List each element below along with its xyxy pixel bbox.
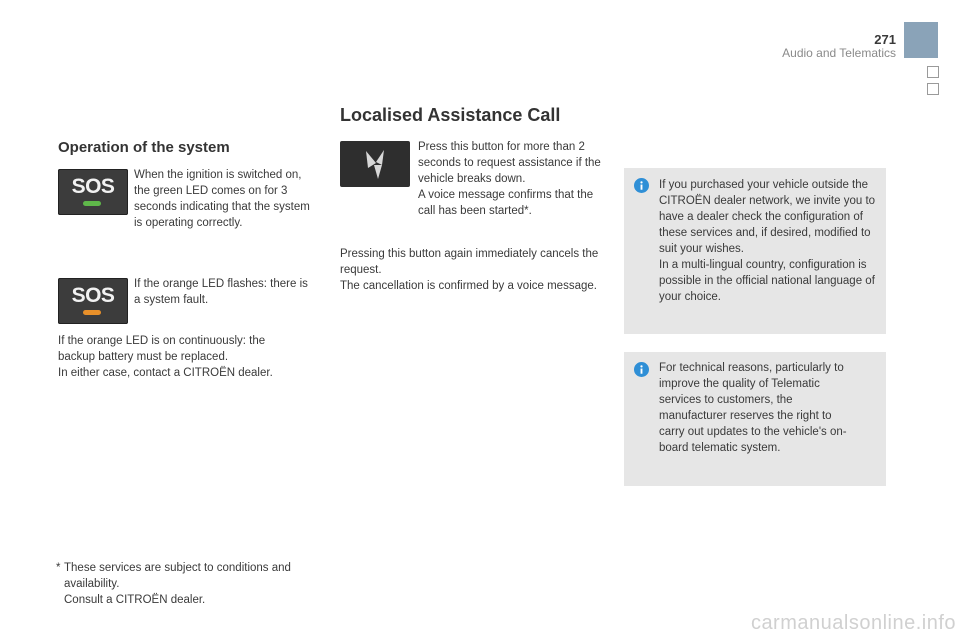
footnote — [56, 560, 318, 608]
press-text: Press this button for more than 2 seconds to request assistance if the vehicle breaks down. — [418, 141, 601, 185]
voice-confirm-text: A voice message confirms that the call has been started*. — [418, 189, 594, 217]
continuous-led-text: If the orange LED is on continuously: the backup battery must be replaced. — [58, 335, 266, 363]
cancel-confirm-text: The cancellation is confirmed by a voice message. — [340, 280, 597, 292]
info-box-updates — [624, 352, 886, 486]
info-box-configuration — [624, 168, 886, 334]
language-config-text: In a multi-lingual country, configuration is possible in the official national language of your choice. — [659, 259, 875, 303]
green-led-text: When the ignition is switched on, the green LED comes on for 3 seconds indicating that the system is operating correctly. — [134, 169, 310, 229]
watermark: carmanualsonline.info — [750, 612, 956, 634]
footnote-marker: * — [56, 562, 61, 574]
page-number: 271 — [874, 32, 896, 47]
contact-dealer-text: In either case, contact a CITROËN dealer. — [58, 367, 273, 379]
footnote-line-2: Consult a CITROËN dealer. — [64, 594, 206, 606]
nav-box-1 — [927, 66, 939, 78]
section-tab — [904, 22, 938, 58]
sos-label: SOS — [71, 175, 115, 198]
orange-led-icon — [83, 310, 101, 315]
assistance-button — [340, 141, 410, 187]
sos-label: SOS — [71, 284, 115, 307]
nav-box-2 — [927, 83, 939, 95]
sos-button-orange — [58, 278, 128, 324]
ds-logo-icon — [340, 141, 410, 187]
dealer-config-text: If you purchased your vehicle outside the CITROËN dealer network, we invite you to have a dealer check the configuration of these services and, if desired, modified to suit your wishes. — [659, 179, 876, 255]
info-icon — [634, 362, 649, 377]
operation-heading: Operation of the system — [58, 139, 230, 156]
cancel-text: Pressing this button again immediately cancels the request. — [340, 248, 599, 276]
footnote-line-1: These services are subject to conditions and availability. — [64, 562, 291, 590]
sos-button-green — [58, 169, 128, 215]
orange-led-text: If the orange LED flashes: there is a system fault. — [134, 278, 308, 306]
press-paragraph — [418, 139, 604, 219]
cancel-paragraph — [340, 246, 604, 294]
assistance-heading: Localised Assistance Call — [340, 105, 561, 125]
info-icon — [634, 178, 649, 193]
continuous-led-paragraph — [58, 333, 298, 381]
section-title: Audio and Telematics — [782, 46, 896, 60]
green-led-icon — [83, 201, 101, 206]
updates-text: For technical reasons, particularly to improve the quality of Telematic services to customers, the manufacturer reserves the right to carry out updates to the vehicle's on-board telematic system. — [659, 362, 847, 454]
